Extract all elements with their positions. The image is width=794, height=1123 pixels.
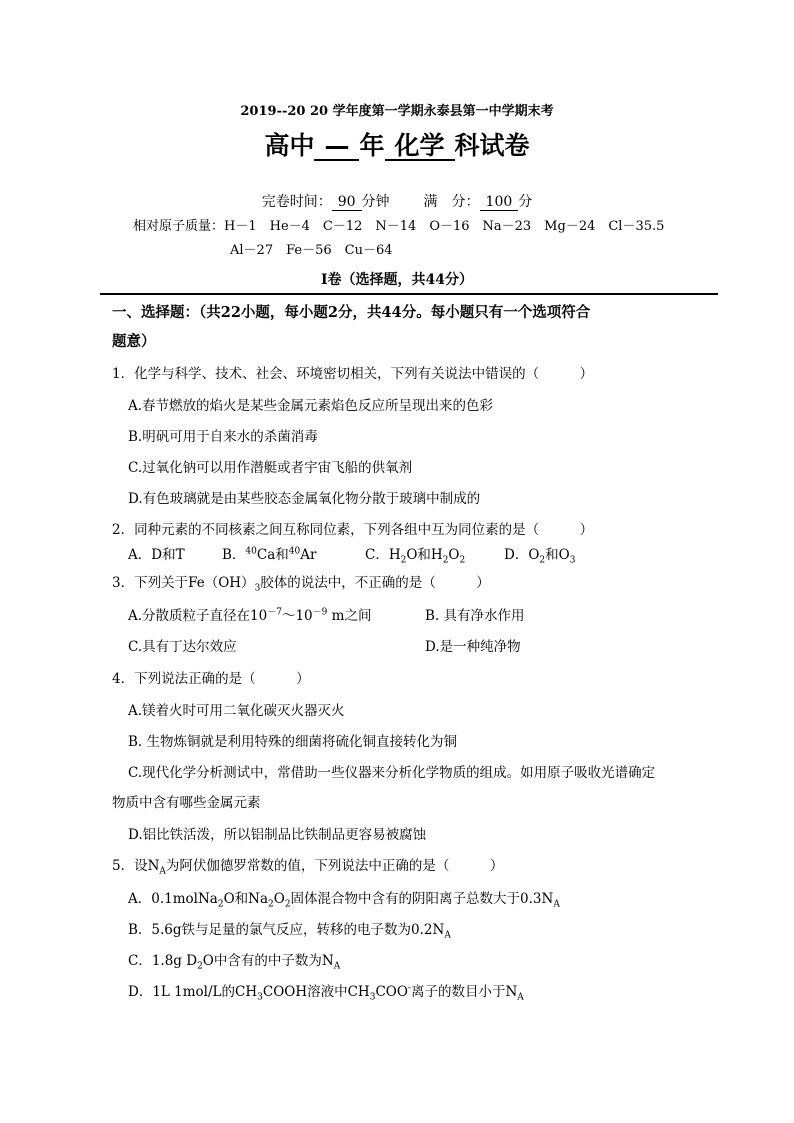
q5-d-sub2: 3 <box>369 992 376 1003</box>
q2-b-sup1: 40 <box>245 546 257 557</box>
q2-b-sup2: 40 <box>288 546 301 557</box>
q2-c-sub2: 2 <box>442 555 449 566</box>
exam-title <box>0 131 794 161</box>
q1-option-c: C.过氧化钠可以用作潜艇或者宇宙飞船的供氧剂 <box>128 460 413 476</box>
section-instruction-line2: 题意） <box>112 333 156 350</box>
time-label: 完卷时间： <box>261 194 332 210</box>
atomic-masses-line2: Al－27 Fe－56 Cu－64 <box>230 243 393 258</box>
time-value: 90 <box>332 194 362 211</box>
q5-d-mid2: COO <box>375 984 408 1000</box>
q5-stem-sub: A <box>159 866 166 877</box>
q5-b-sub: A <box>444 930 451 941</box>
q3-a-sup1: －7 <box>267 607 282 618</box>
title-suffix: 科试卷 <box>454 131 530 160</box>
q2-option-a: A．D和T <box>128 547 185 563</box>
q5-a-sub1: 2 <box>217 899 224 910</box>
q5-a-prefix: A．0.1molNa <box>128 891 218 907</box>
q3-a-prefix: A.分散质粒子直径在10 <box>128 608 268 624</box>
q5-a-mid2: O <box>273 891 285 907</box>
q2-d-mid: 和O <box>545 547 570 563</box>
q2-c-sub1: 2 <box>400 555 407 566</box>
exam-header-line: 2019--20 20 学年度第一学期永泰县第一中学期末考 <box>240 104 554 119</box>
title-mid: 年 <box>359 131 385 160</box>
q2-d-prefix: D．O <box>504 547 540 563</box>
q4-option-c-line1: C.现代化学分析测试中，常借助一些仪器来分析化学物质的组成。如用原子吸收光谱确定 <box>128 765 656 781</box>
q5-a-mid1: O和Na <box>223 891 268 907</box>
q3-a-mid: ～10 <box>281 608 313 624</box>
title-grade: — <box>314 133 359 161</box>
q4-option-d: D.铝比铁活泼，所以铝制品比铁制品更容易被腐蚀 <box>128 827 427 843</box>
section-divider <box>100 293 718 295</box>
q2-option-c <box>365 546 465 564</box>
q5-c-mid: O中含有的中子数为N <box>202 953 334 969</box>
q1-option-b: B.明矾可用于自来水的杀菌消毒 <box>128 429 318 445</box>
q2-c-mid: O和H <box>406 547 443 563</box>
q2-stem: 2．同种元素的不同核素之间互称同位素，下列各组中互为同位素的是（ ） <box>112 522 594 538</box>
score-unit: 分 <box>518 194 533 210</box>
q3-stem <box>112 574 490 592</box>
title-subject: 化学 <box>385 133 455 161</box>
q5-stem-prefix: 5．设N <box>112 858 160 874</box>
q5-d-sup: - <box>407 983 411 994</box>
q3-a-end: m之间 <box>327 608 372 624</box>
q5-c-sub2: A <box>333 961 341 972</box>
q5-d-sub1: 3 <box>257 992 263 1003</box>
atomic-masses-line1: 相对原子质量：H－1 He－4 C－12 N－14 O－16 Na－23 Mg－24 Cl－35.5 <box>133 219 665 234</box>
q5-option-a <box>128 890 560 908</box>
q5-a-sub2: 2 <box>268 899 274 910</box>
q3-option-d: D.是一种纯净物 <box>425 639 521 655</box>
q3-option-b: B. 具有净水作用 <box>425 608 525 624</box>
q3-stem-sub: 3 <box>254 583 261 594</box>
q5-option-d <box>128 983 524 1001</box>
q5-a-mid3: 固体混合物中含有的阴阳离子总数大于0.3N <box>290 891 554 907</box>
q5-c-sub1: 2 <box>197 961 203 972</box>
q4-option-a: A.镁着火时可用二氧化碳灭火器灭火 <box>128 703 345 719</box>
q2-b-prefix: B． <box>222 547 246 563</box>
q2-c-mid2: O <box>448 547 460 563</box>
score-label: 满 分： <box>423 194 480 210</box>
title-prefix: 高中 <box>264 131 315 160</box>
q5-c-prefix: C．1.8g D <box>128 953 198 969</box>
q1-option-d: D.有色玻璃就是由某些胶态金属氧化物分散于玻璃中制成的 <box>128 491 481 507</box>
exam-info <box>0 193 794 211</box>
q5-d-mid3: 离子的数目小于N <box>410 984 518 1000</box>
q5-stem <box>112 857 503 875</box>
q3-a-sup2: －9 <box>312 607 328 618</box>
q3-stem-end: 胶体的说法中，不正确的是（ ） <box>260 575 490 591</box>
q1-stem: 1．化学与科学、技术、社会、环境密切相关，下列有关说法中错误的（ ） <box>112 366 594 382</box>
q4-option-b: B. 生物炼铜就是利用特殊的细菌将硫化铜直接转化为铜 <box>128 734 458 750</box>
section-instruction-line1: 一、选择题：（共22小题，每小题2分，共44分。每小题只有一个选项符合 <box>112 304 591 321</box>
q4-option-c-line2: 物质中含有哪些金属元素 <box>112 795 261 811</box>
time-unit: 分钟 <box>361 194 390 210</box>
q2-option-d <box>504 546 575 564</box>
q2-c-prefix: C．H <box>365 547 401 563</box>
q5-a-sub4: A <box>553 899 560 910</box>
q2-option-b <box>222 546 316 564</box>
q5-b-prefix: B．5.6g铁与足量的氯气反应，转移的电子数为0.2N <box>128 922 445 938</box>
q5-d-prefix: D．1L 1mol/L的CH <box>128 984 258 1000</box>
q5-option-c <box>128 952 340 970</box>
section-title: I卷（选择题，共44分） <box>320 272 474 288</box>
q2-b-mid: Ca和 <box>256 547 289 563</box>
q5-d-sub3: A <box>517 992 524 1003</box>
q2-d-sub1: 2 <box>539 555 546 566</box>
q5-d-mid1: COOH溶液中CH <box>262 984 370 1000</box>
q1-option-a: A.春节燃放的焰火是某些金属元素焰色反应所呈现出来的色彩 <box>128 398 494 414</box>
score-value: 100 <box>480 194 519 211</box>
q3-option-c: C.具有丁达尔效应 <box>128 639 237 655</box>
q2-b-end: Ar <box>300 547 317 563</box>
q3-option-a <box>128 607 371 625</box>
q5-option-b <box>128 921 451 939</box>
q3-stem-prefix: 3．下列关于Fe（OH） <box>112 575 255 591</box>
q5-stem-end: 为阿伏伽德罗常数的值，下列说法中正确的是（ ） <box>165 858 504 874</box>
q5-a-sub3: 2 <box>284 899 291 910</box>
q2-c-sub3: 2 <box>459 555 466 566</box>
q2-d-sub2: 3 <box>569 555 576 566</box>
q4-stem: 4．下列说法正确的是（ ） <box>112 671 310 687</box>
